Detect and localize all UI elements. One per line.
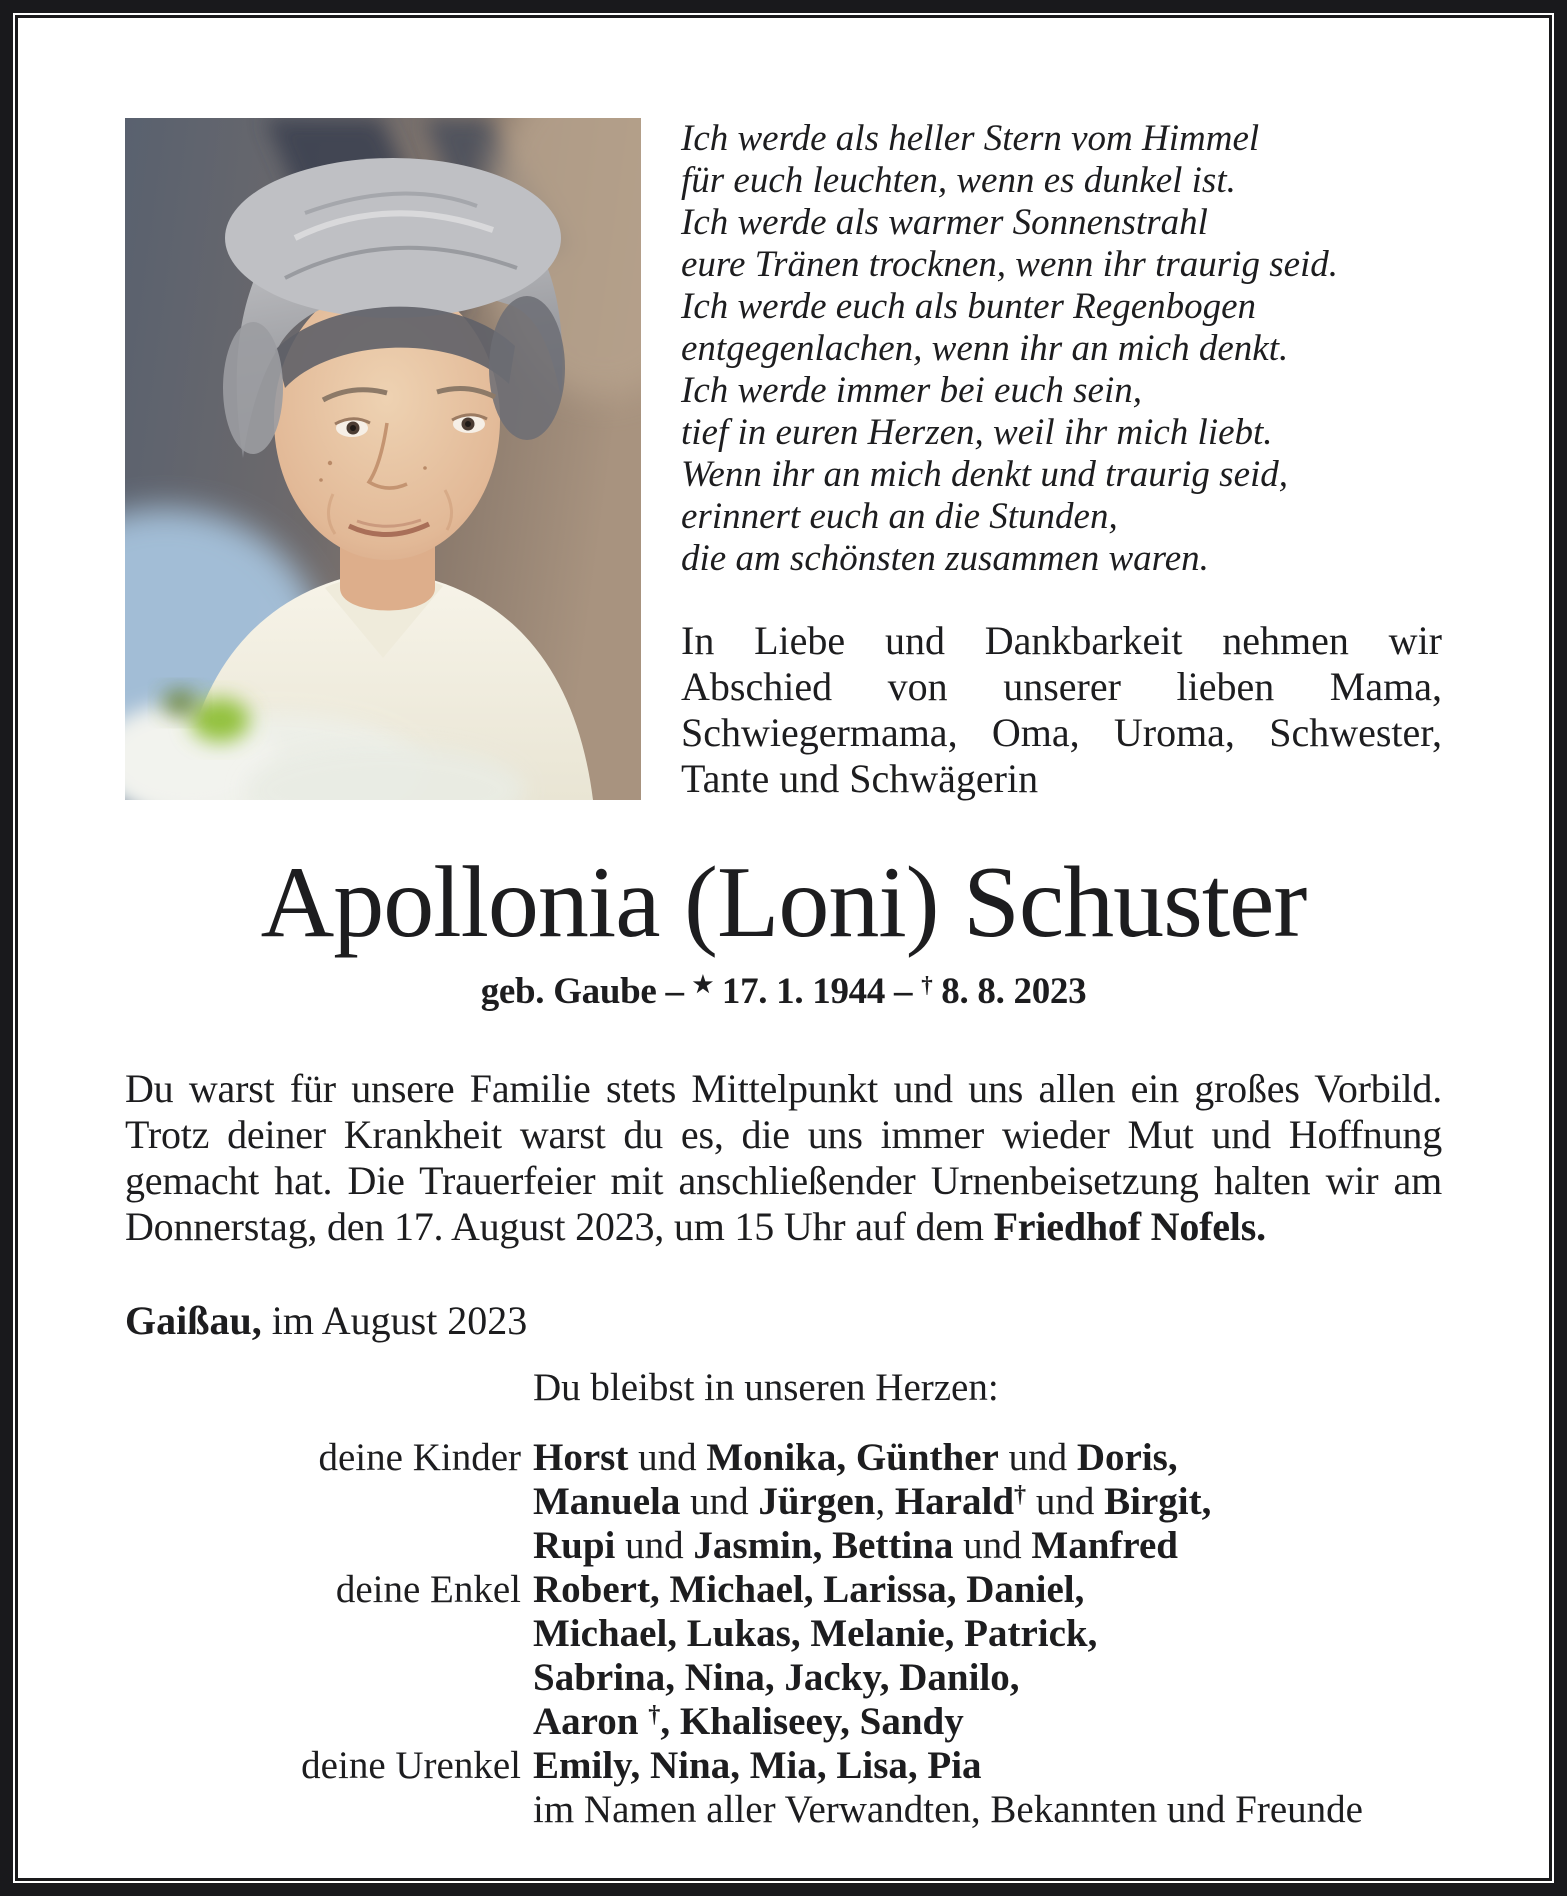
family-names: Robert, Michael, Larissa, Daniel, — [533, 1568, 1085, 1611]
family-row — [125, 1480, 1442, 1524]
poem-line: Ich werde euch als bunter Regenbogen — [681, 286, 1257, 327]
place-dateline: Gaißau, im August 2023 — [125, 1298, 528, 1343]
family-relation-label: deine Urenkel — [301, 1744, 521, 1787]
poem-line: Ich werde immer bei euch sein, — [681, 370, 1142, 411]
family-names: Emily, Nina, Mia, Lisa, Pia — [533, 1744, 982, 1787]
closing-header: Du bleibst in unseren Herzen: — [533, 1366, 999, 1409]
family-row — [125, 1656, 1442, 1700]
family-names: Manuela und Jürgen, Harald† und Birgit, — [533, 1480, 1212, 1523]
poem-line: Wenn ihr an mich denkt und traurig seid, — [681, 454, 1289, 495]
family-relation-label — [125, 1612, 521, 1656]
poem-line: eure Tränen trocknen, wenn ihr traurig seid. — [681, 244, 1339, 285]
poem-line: erinnert euch an die Stunden, — [681, 496, 1118, 537]
poem-line: Ich werde als heller Stern vom Himmel — [681, 118, 1260, 159]
hair-top — [225, 158, 561, 318]
poem-line: für euch leuchten, wenn es dunkel ist. — [681, 160, 1236, 201]
funeral-announcement-paragraph: Du warst für unsere Familie stets Mittelpunkt und uns allen ein großes Vorbild. Trotz deiner Krankheit warst du es, die uns immer wieder Mut und Hoffnung gemacht hat. Die Trauerfeier mit anschließender Urnenbeisetzung halten wir am Donnerstag, den 17. August 2023, um 15 Uhr auf dem Friedhof Nofels. — [125, 1066, 1442, 1249]
family-row — [125, 1524, 1442, 1568]
obituary-content — [18, 18, 1549, 1878]
poem-line: tief in euren Herzen, weil ihr mich liebt. — [681, 412, 1273, 453]
family-names: Rupi und Jasmin, Bettina und Manfred — [533, 1524, 1178, 1567]
family-names: Michael, Lukas, Melanie, Patrick, — [533, 1612, 1098, 1655]
family-names: Sabrina, Nina, Jacky, Danilo, — [533, 1656, 1020, 1699]
poem-line: entgegenlachen, wenn ihr an mich denkt. — [681, 328, 1289, 369]
family-relation-label — [125, 1524, 521, 1568]
family-row — [125, 1612, 1442, 1656]
family-closing-block — [125, 1366, 1442, 1832]
portrait-photo — [125, 118, 641, 800]
memorial-poem — [681, 118, 1442, 580]
family-row — [125, 1436, 1442, 1480]
farewell-intro-paragraph: In Liebe und Dankbarkeit nehmen wir Abschied von unserer lieben Mama, Schwiegermama, Oma, Uroma, Schwester, Tante und Schwägerin — [681, 618, 1442, 801]
family-row — [125, 1568, 1442, 1612]
right-column — [681, 118, 1442, 802]
poem-line: Ich werde als warmer Sonnenstrahl — [681, 202, 1208, 243]
closing-footer: im Namen aller Verwandten, Bekannten und Freunde — [533, 1788, 1363, 1831]
family-relation-label — [125, 1480, 521, 1524]
birth-death-dates: geb. Gaube – ★ 17. 1. 1944 – † 8. 8. 2023 — [480, 971, 1087, 1012]
family-relation-label — [125, 1700, 521, 1744]
poem-line: die am schönsten zusammen waren. — [681, 538, 1209, 579]
family-relation-label: deine Kinder — [318, 1436, 521, 1479]
family-names: Horst und Monika, Günther und Doris, — [533, 1436, 1178, 1479]
family-relation-label: deine Enkel — [335, 1568, 521, 1611]
obituary-page — [15, 15, 1552, 1881]
deceased-name: Apollonia (Loni) Schuster — [260, 846, 1307, 959]
family-relation-label — [125, 1656, 521, 1700]
family-row — [125, 1700, 1442, 1744]
top-row — [125, 118, 1442, 802]
family-names: Aaron †, Khaliseey, Sandy — [533, 1700, 964, 1743]
family-row — [125, 1744, 1442, 1788]
